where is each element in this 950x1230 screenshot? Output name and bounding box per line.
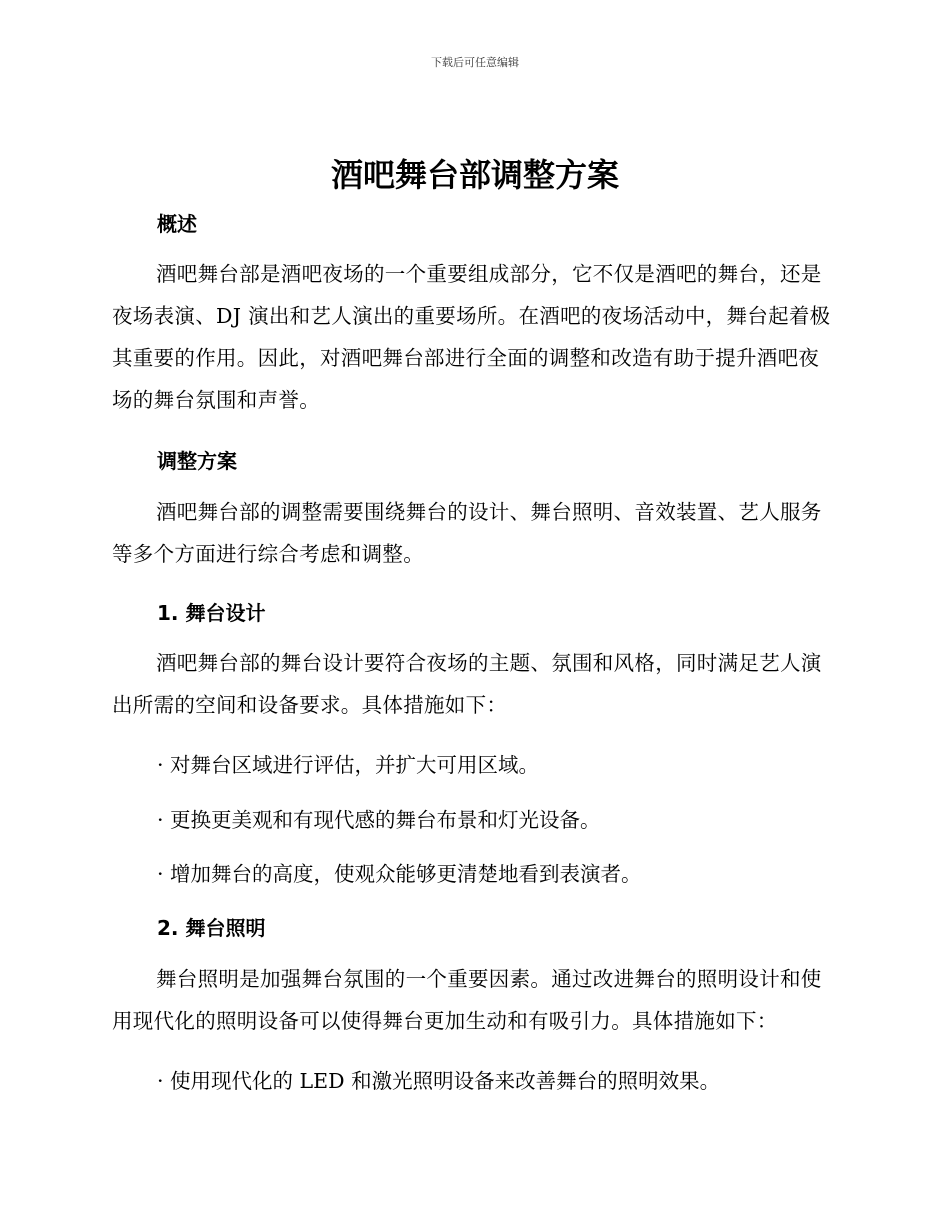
bullet-item: · 增加舞台的高度，使观众能够更清楚地看到表演者。 — [157, 862, 642, 886]
bullet-item: · 对舞台区域进行评估，并扩大可用区域。 — [157, 753, 540, 777]
paragraph-lighting: 舞台照明是加强舞台氛围的一个重要因素。通过改进舞台的照明设计和使用现代化的照明设备可以使得舞台更加生动和有吸引力。具体措施如下： — [112, 967, 822, 1033]
heading-plan: 调整方案 — [157, 449, 237, 473]
bullet-item: · 使用现代化的 LED 和激光照明设备来改善舞台的照明效果。 — [157, 1069, 721, 1093]
paragraph-plan: 酒吧舞台部的调整需要围绕舞台的设计、舞台照明、音效装置、艺人服务等多个方面进行综合考虑和调整。 — [112, 500, 822, 566]
header-watermark: 下载后可任意编辑 — [431, 56, 519, 69]
paragraph-overview: 酒吧舞台部是酒吧夜场的一个重要组成部分，它不仅是酒吧的舞台，还是夜场表演、DJ 演出和艺人演出的重要场所。在酒吧的夜场活动中，舞台起着极其重要的作用。因此，对酒吧舞台部进行全面的调整和改造有助于提升酒吧夜场的舞台氛围和声誉。 — [112, 262, 831, 412]
heading-stage-design: 1. 舞台设计 — [157, 601, 266, 625]
heading-overview: 概述 — [157, 212, 197, 236]
bullet-item: · 更换更美观和有现代感的舞台布景和灯光设备。 — [157, 808, 601, 832]
document-title: 酒吧舞台部调整方案 — [330, 156, 619, 194]
heading-lighting: 2. 舞台照明 — [157, 916, 266, 940]
paragraph-stage-design: 酒吧舞台部的舞台设计要符合夜场的主题、氛围和风格，同时满足艺人演出所需的空间和设备要求。具体措施如下： — [112, 651, 822, 717]
